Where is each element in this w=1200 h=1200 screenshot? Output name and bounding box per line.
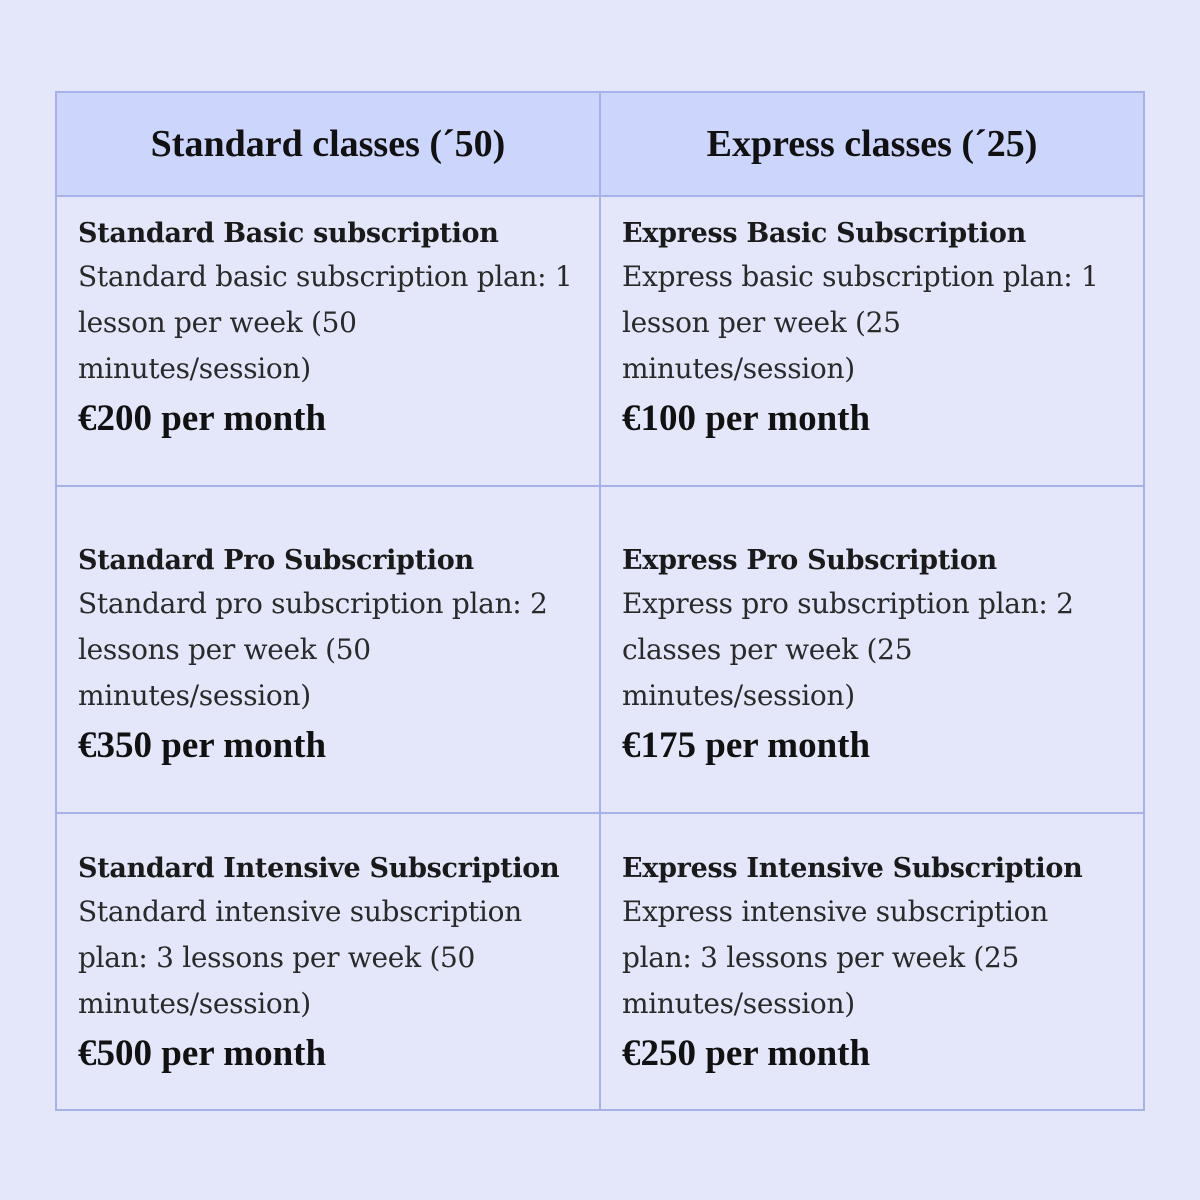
plan-cell-express-intensive (600, 813, 1144, 1110)
header-row (56, 92, 1144, 196)
plan-price: €500 per month (78, 1033, 327, 1074)
plan-description: Express intensive subscription plan: 3 lessons per week (25 minutes/session) (622, 895, 1048, 1020)
plan-name: Standard Intensive Subscription (78, 853, 560, 884)
plan-name: Standard Pro Subscription (78, 545, 474, 576)
plan-description: Standard pro subscription plan: 2 lessons per week (50 minutes/session) (78, 587, 548, 712)
plan-cell-express-pro (600, 486, 1144, 813)
plan-cell-express-basic (600, 196, 1144, 486)
plan-price: €200 per month (78, 398, 327, 439)
plan-cell-standard-pro (56, 486, 600, 813)
plan-description: Express basic subscription plan: 1 lesson per week (25 minutes/session) (622, 260, 1099, 385)
plan-name: Express Basic Subscription (622, 218, 1026, 249)
pricing-table (55, 91, 1145, 1111)
plan-name: Express Intensive Subscription (622, 853, 1083, 884)
column-header-standard: Standard classes (´50) (56, 92, 600, 196)
plan-description: Standard basic subscription plan: 1 lesson per week (50 minutes/session) (78, 260, 573, 385)
column-header-express: Express classes (´25) (600, 92, 1144, 196)
plan-description: Standard intensive subscription plan: 3 lessons per week (50 minutes/session) (78, 895, 522, 1020)
plan-name: Standard Basic subscription (78, 218, 499, 249)
table-row (56, 486, 1144, 813)
plan-price: €250 per month (622, 1033, 871, 1074)
plan-price: €175 per month (622, 725, 871, 766)
plan-cell-standard-intensive (56, 813, 600, 1110)
plan-price: €100 per month (622, 398, 871, 439)
plan-cell-standard-basic (56, 196, 600, 486)
plan-price: €350 per month (78, 725, 327, 766)
table-row (56, 196, 1144, 486)
table-row (56, 813, 1144, 1110)
plan-description: Express pro subscription plan: 2 classes per week (25 minutes/session) (622, 587, 1074, 712)
plan-name: Express Pro Subscription (622, 545, 997, 576)
